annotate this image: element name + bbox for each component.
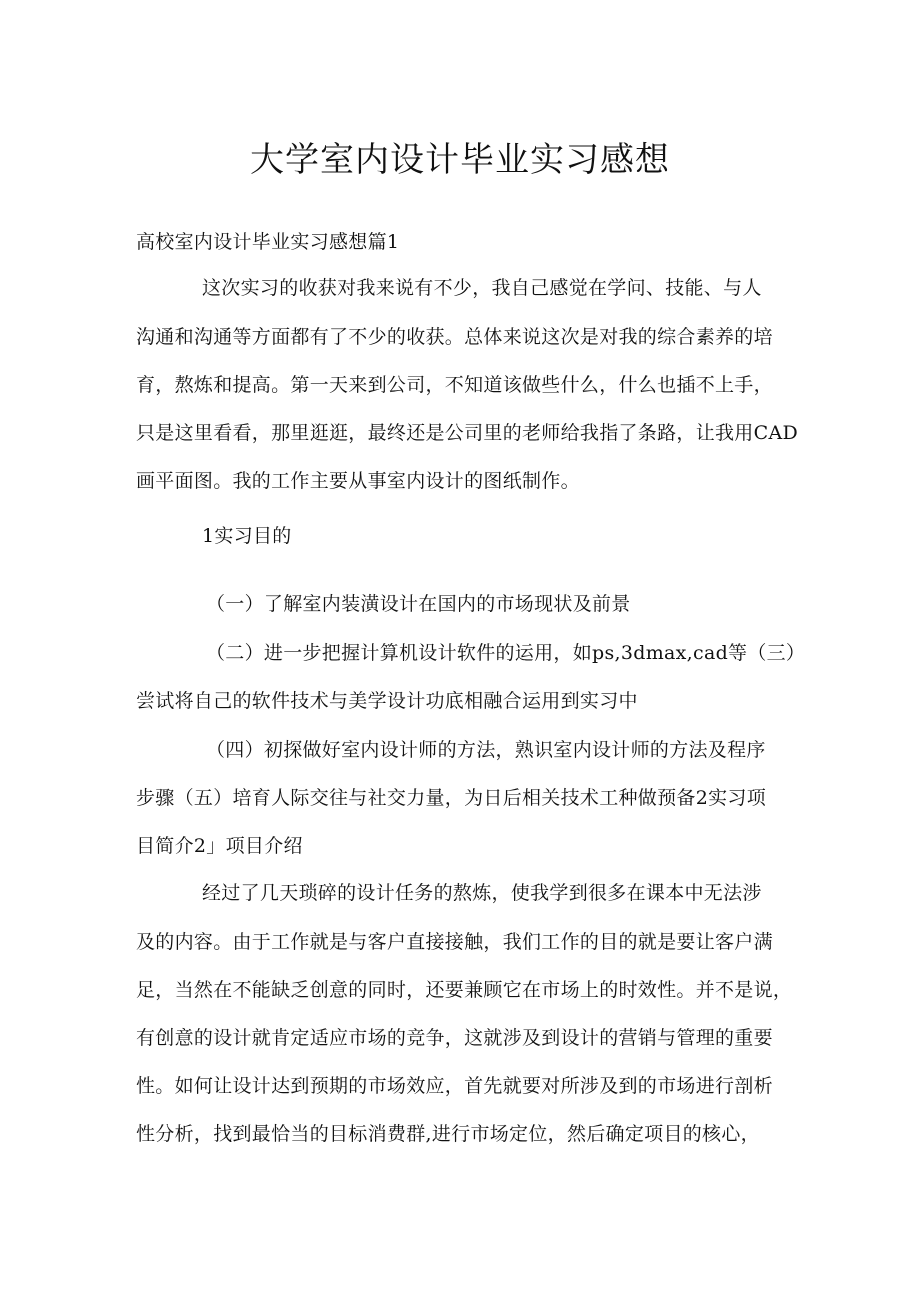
paragraph-line: 有创意的设计就肯定适应市场的竞争，这就涉及到设计的营销与管理的重要 (136, 1027, 773, 1049)
paragraph-line: 育，熬炼和提高。第一天来到公司，不知道该做些什么，什么也插不上手， (136, 374, 773, 396)
list-item: （一）了解室内装潢设计在国内的市场现状及前景 (206, 593, 631, 615)
paragraph-line: 足，当然在不能缺乏创意的同时，还要兼顾它在市场上的时效性。并不是说， (136, 979, 793, 1001)
subheading: 1实习目的 (202, 525, 292, 547)
paragraph-line: 及的内容。由于工作就是与客户直接接触，我们工作的目的就是要让客户满 (136, 931, 773, 953)
paragraph-line: 性。如何让设计达到预期的市场效应，首先就要对所涉及到的市场进行剖析 (136, 1075, 773, 1097)
paragraph-line: 这次实习的收获对我来说有不少，我自己感觉在学问、技能、与人 (202, 277, 762, 299)
list-item: 目简介2」项目介绍 (136, 835, 303, 857)
document-title: 大学室内设计毕业实习感想 (250, 140, 670, 180)
paragraph-line: 性分析，找到最恰当的目标消费群,进行市场定位，然后确定项目的核心， (136, 1123, 760, 1145)
paragraph-line: 画平面图。我的工作主要从事室内设计的图纸制作。 (136, 470, 580, 492)
list-item: （二）进一步把握计算机设计软件的运用，如ps,3dmax,cad等（三） (206, 642, 806, 664)
paragraph-line: 经过了几天琐碎的设计任务的熬炼，使我学到很多在课本中无法涉 (202, 882, 762, 904)
list-item: （四）初探做好室内设计师的方法，熟识室内设计师的方法及程序 (206, 739, 766, 761)
list-item: 尝试将自己的软件技术与美学设计功底相融合运用到实习中 (136, 690, 638, 712)
paragraph-line: 沟通和沟通等方面都有了不少的收获。总体来说这次是对我的综合素养的培 (136, 326, 773, 348)
list-item: 步骤（五）培育人际交往与社交力量，为日后相关技术工种做预备2实习项 (136, 787, 766, 809)
paragraph-line: 只是这里看看，那里逛逛，最终还是公司里的老师给我指了条路，让我用CAD (136, 422, 798, 444)
section-heading: 高校室内设计毕业实习感想篇1 (136, 231, 400, 253)
